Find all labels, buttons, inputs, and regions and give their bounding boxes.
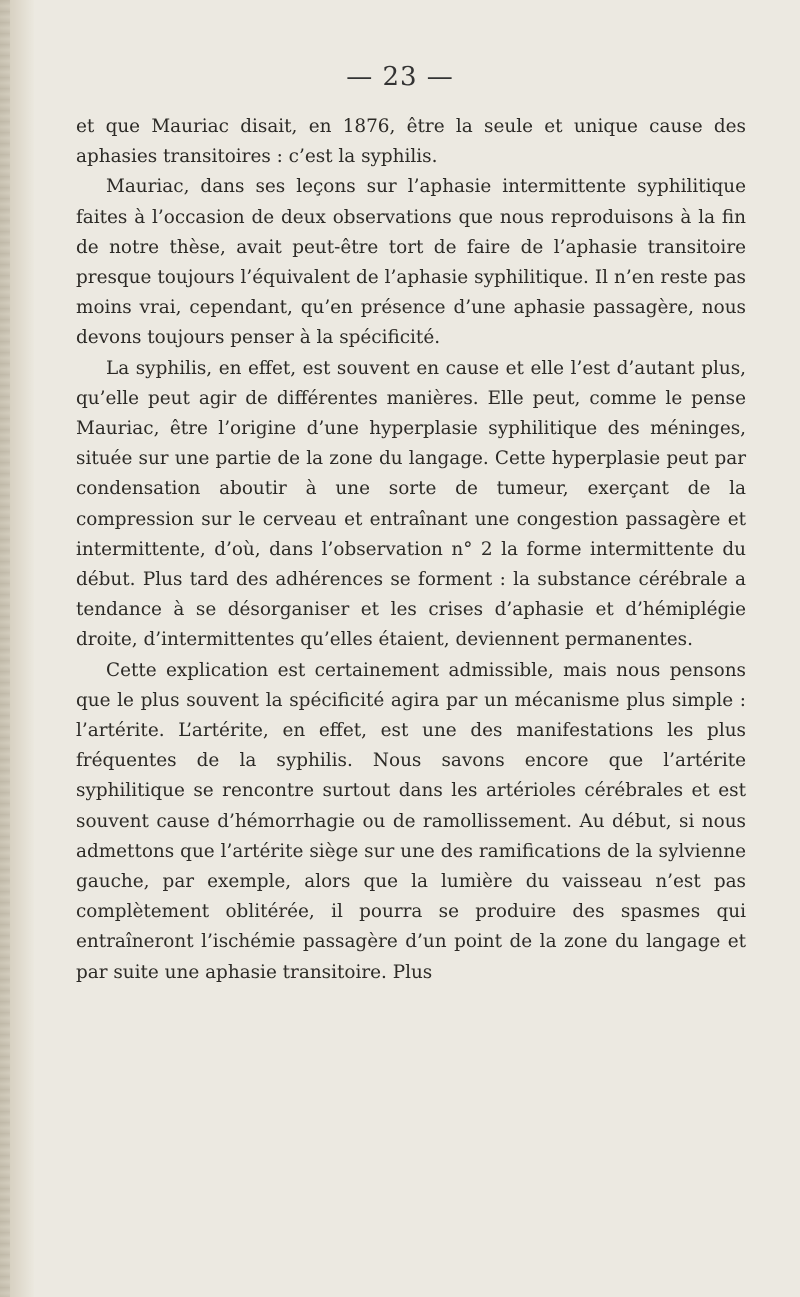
paragraph-2: Mauriac, dans ses leçons sur l’aphasie intermittente syphilitique faites à l’occasion de deux observations que nous reproduisons à la fin de notre thèse, avait peut-être tort de faire de l’aphasie transitoire presque toujours l’équivalent de l’aphasie syphilitique. Il n’en reste pas moins vrai, cependant, qu’en présence d’une aphasie passagère, nous devons toujours penser à la spécificité. (76, 176, 746, 349)
body-text (76, 112, 746, 988)
page-edge-shadow (0, 0, 34, 1297)
page-number: — 23 — (346, 62, 454, 92)
paragraph-3: La syphilis, en effet, est souvent en cause et elle l’est d’autant plus, qu’elle peut agir de différentes manières. Elle peut, comme le pense Mauriac, être l’origine d’une hyperplasie syphilitique des méninges, située sur une partie de la zone du langage. Cette hyperplasie peut par condensation aboutir à une sorte de tumeur, exerçant de la compression sur le cerveau et entraînant une congestion passagère et intermittente, d’où, dans l’observation n° 2 la forme intermittente du début. Plus tard des adhérences se forment : la substance cérébrale a tendance à se désorganiser et les crises d’aphasie et d’hémiplégie droite, d’intermittentes qu’elles étaient, deviennent permanentes. (76, 357, 746, 651)
paragraph-1: et que Mauriac disait, en 1876, être la seule et unique cause des aphasies transitoires : c’est la syphilis. (76, 116, 746, 168)
paragraph-4: Cette explication est certainement admissible, mais nous pensons que le plus souvent la spécificité agira par un mécanisme plus simple : l’artérite. L’artérite, en effet, est une des manifestations les plus fréquentes de la syphilis. Nous savons encore que l’artérite syphilitique se rencontre surtout dans les artérioles cérébrales et est souvent cause d’hémorrhagie ou de ramollissement. Au début, si nous admettons que l’artérite siège sur une des ramifications de la sylvienne gauche, par exemple, alors que la lumière du vaisseau n’est pas complètement oblitérée, il pourra se produire des spasmes qui entraîneront l’ischémie passagère d’un point de la zone du langage et par suite une aphasie transitoire. Plus (76, 659, 746, 983)
